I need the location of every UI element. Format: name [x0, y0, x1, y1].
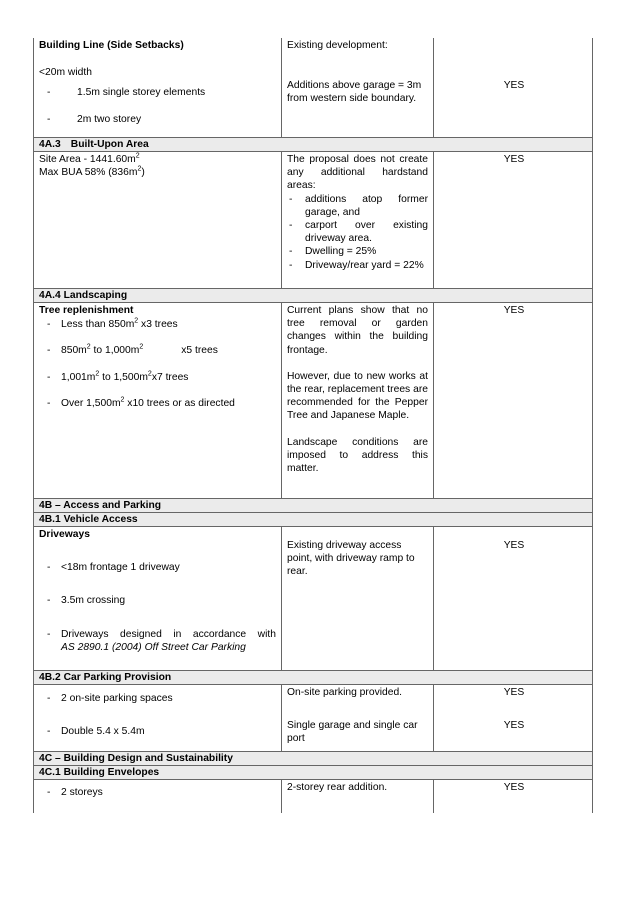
compliance-value: YES: [503, 305, 525, 316]
proposal-cell: [282, 152, 434, 288]
proposal-text: Single garage and single car port: [287, 720, 418, 745]
compliance-cell: [434, 303, 594, 498]
proposal-cell: [282, 527, 434, 670]
list-item: - additions atop former garage, and: [287, 193, 428, 219]
compliance-value: YES: [503, 720, 525, 732]
list-item: - 2 storeys: [39, 786, 276, 799]
compliance-cell: [434, 527, 594, 670]
compliance-value: YES: [503, 540, 525, 551]
list-item: - 2 on-site parking spaces: [39, 692, 276, 705]
list-item: - $1,001m^2$ to $1,500m^2x7$ trees: [39, 371, 276, 384]
list-item: - Dwelling = 25%: [287, 245, 428, 258]
control-cell: [34, 685, 282, 751]
proposal-cell: [282, 780, 434, 813]
compliance-cell: [434, 152, 594, 288]
proposal-text: The proposal does not create any additional hardstand areas:: [287, 154, 428, 192]
proposal-text: Existing driveway access point, with driveway ramp to rear.: [287, 540, 415, 578]
list-item: - 1.5m single storey elements: [39, 86, 276, 99]
list-item: - Driveway/rear yard = 22%: [287, 259, 428, 272]
site-area: Site Area - $1441.60m^2$: [39, 152, 140, 165]
section-header-4b2: 4B.2 Car Parking Provision: [33, 670, 593, 685]
proposal-cell: [282, 38, 434, 137]
list-item: - 3.5m crossing: [39, 594, 276, 607]
list-item: - $850m^2$ to $1,000m^2$ x5 trees: [39, 344, 276, 357]
control-text: <20m width: [39, 67, 92, 79]
row-tree-replenishment: [33, 303, 593, 498]
compliance-value: YES: [503, 687, 525, 698]
proposal-text: Current plans show that no tree removal or garden changes within the building frontage.: [287, 305, 428, 356]
control-cell: [34, 38, 282, 137]
compliance-value: YES: [503, 782, 525, 793]
section-header-4a3: 4A.3 Built-Upon Area: [33, 137, 593, 152]
proposal-text: On-site parking provided.: [287, 687, 403, 698]
control-cell: [34, 152, 282, 288]
section-header-4b: 4B – Access and Parking: [33, 498, 593, 513]
list-item: - Over $1,500m^2$ x10 trees or as directed: [39, 397, 276, 410]
control-cell: [34, 527, 282, 670]
row-building-envelopes: [33, 780, 593, 813]
control-cell: [34, 303, 282, 498]
proposal-text: Additions above garage = 3m from western side boundary.: [287, 80, 422, 105]
compliance-cell: [434, 685, 594, 751]
list-item: - Driveways designed in accordance with AS 2890.1 (2004) Off Street Car Parking: [39, 628, 276, 654]
proposal-text: Landscape conditions are imposed to address this matter.: [287, 436, 428, 475]
row-building-line: [33, 38, 593, 137]
list-item: - Double 5.4 x 5.4m: [39, 725, 276, 738]
compliance-value: YES: [503, 80, 525, 91]
section-header-4a4: 4A.4 Landscaping: [33, 288, 593, 303]
list-item: - Less than $850m^2$ x3 trees: [39, 318, 276, 331]
proposal-text: 2-storey rear addition.: [287, 782, 388, 793]
max-bua: Max BUA 58% $(836m^2)$: [39, 165, 145, 179]
proposal-cell: [282, 303, 434, 498]
section-header-4c1: 4C.1 Building Envelopes: [33, 766, 593, 780]
control-cell: [34, 780, 282, 813]
proposal-cell: [282, 685, 434, 751]
row-car-parking: [33, 685, 593, 751]
control-title: Driveways: [39, 529, 90, 540]
control-title: Building Line (Side Setbacks): [39, 40, 184, 51]
proposal-text: However, due to new works at the rear, replacement trees are recommended for the Pepper Tree and Japanese Maple.: [287, 370, 428, 422]
compliance-cell: [434, 38, 594, 137]
list-item: - carport over existing driveway area.: [287, 219, 428, 245]
compliance-value: YES: [503, 154, 525, 165]
proposal-text: Existing development:: [287, 40, 388, 51]
row-driveways: [33, 527, 593, 670]
row-built-upon-area: [33, 152, 593, 288]
section-header-4c: 4C – Building Design and Sustainability: [33, 751, 593, 766]
compliance-table: [33, 38, 593, 813]
control-title: Tree replenishment: [39, 305, 134, 316]
list-item: - <18m frontage 1 driveway: [39, 561, 276, 574]
section-header-4b1: 4B.1 Vehicle Access: [33, 513, 593, 527]
list-item: - 2m two storey: [39, 113, 276, 126]
compliance-cell: [434, 780, 594, 813]
